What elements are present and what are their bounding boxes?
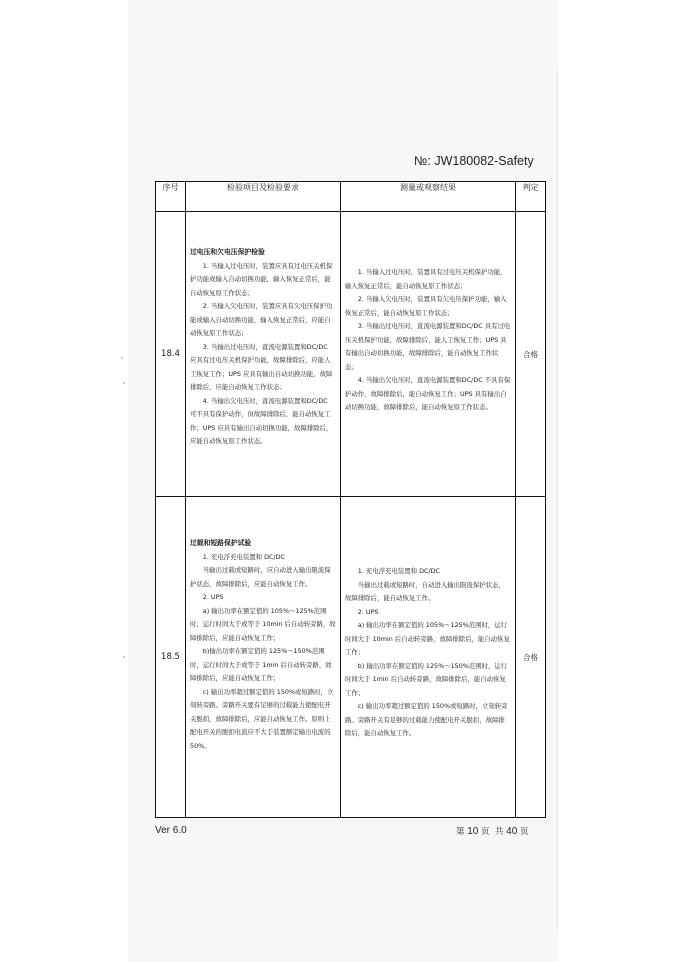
- result-cell: [341, 212, 516, 497]
- result-line: c) 输出功率超过额定值的 150%或短路时，立刻转旁路。旁路开关有足够的过载能力使配电开关脱扣，故障排除后，能自动恢复工作。: [345, 702, 508, 737]
- row-index: 18.4: [156, 212, 186, 497]
- page-prefix: 第: [456, 827, 465, 837]
- page-suffix: 页: [519, 827, 529, 837]
- header-index: 序号: [156, 182, 186, 212]
- requirement-title: 过电压和欠电压保护检验: [190, 248, 265, 256]
- requirement-cell: [186, 212, 341, 497]
- requirement-line: a) 输出功率在额定值的 105%～125%范围时，运行时间大于或等于 10min 后自动转旁路，故障排除后，应能自动恢复工作；: [190, 606, 336, 642]
- row-index: 18.5: [156, 497, 186, 818]
- result-cell: [341, 497, 516, 818]
- header-result: 测量或观察结果: [341, 182, 516, 212]
- requirement-line: 4. 当输出欠电压时，直流电源装置和DC/DC 可不具有保护动作，但故障排除后，能自动恢复工作；UPS 应具有输出自动切换功能，故障排除后，应能自动恢复原工作状态。: [190, 396, 333, 445]
- requirement-line: c) 输出功率超过额定值的 150%或短路时，立刻转旁路。旁路开关要有足够的过载能力使配电开关脱扣，故障排除后，应能自动恢复工作。原则上配电开关的脱扣电流应不大于装置额定输出电流的 50%。: [190, 687, 334, 750]
- requirement-line: b)输出功率在额定值的 125%～150%范围时，运行时间大于或等于 1min 后自动转旁路，故障排除后，应能自动恢复工作；: [190, 647, 332, 682]
- document-number: №: JW180082-Safety: [414, 154, 534, 168]
- requirement-line: 2. UPS: [202, 593, 224, 601]
- requirement-line: 当输出过载或短路时，应自动进入输出限流保护状态，故障排除后，应能自动恢复工作。: [190, 566, 331, 588]
- scan-speck: [121, 357, 123, 359]
- result-line: 2. UPS: [357, 607, 379, 616]
- requirement-line: 1. 充电浮充电装置和 DC/DC: [202, 552, 286, 561]
- page-total: 40: [506, 826, 518, 837]
- requirement-cell: [186, 497, 341, 818]
- table-row: [156, 497, 546, 818]
- table-header-row: [156, 182, 546, 212]
- result-line: 3. 当输出过电压时，直流电源装置和DC/DC 具有过电压关机保护功能，故障排除后，能人工恢复工作；UPS 具有输出自动切换功能，故障排除后，能自动恢复工作状态；: [345, 322, 511, 371]
- version-label: Ver 6.0: [155, 825, 187, 836]
- result-line: 1. 充电浮充电装置和 DC/DC: [357, 567, 441, 575]
- table-row: [156, 212, 546, 497]
- header-verdict: 判定: [516, 182, 546, 212]
- requirement-line: 1. 当输入过电压时，装置应具有过电压关机保护功能或输入自动切换功能，输入恢复正常后，能自动恢复原工作状态；: [190, 261, 333, 297]
- requirement-line: 2. 当输入欠电压时，装置应具有欠电压保护功能或输入自动切换功能，输入恢复正常后，应能自动恢复原工作状态；: [190, 302, 333, 337]
- header-requirement: 检验项目及检验要求: [186, 182, 341, 212]
- result-line: 当输出过载或短路时，自动进入输出限流保护状态，故障排除后，能自动恢复工作。: [345, 580, 505, 602]
- page-current: 10: [467, 826, 479, 837]
- requirement-title: 过载和短路保护试验: [190, 539, 252, 547]
- verdict-cell: 合格: [516, 212, 546, 497]
- result-line: 2. 当输入欠电压时，装置具有欠电压保护功能，输入恢复正常后，能自动恢复原工作状态；: [345, 295, 507, 317]
- result-line: a) 输出功率在额定值的 105%～125%范围时，运行时间大于 10min 后自动转旁路，故障排除后，能自动恢复工作；: [345, 621, 510, 656]
- scan-speck: [123, 382, 125, 384]
- result-line: 4. 当输出欠电压时，直流电源装置和DC/DC 不具有保护动作，故障排除后，能自动恢复工作；UPS 具有输出自动切换功能，故障排除后，能自动恢复原工作状态。: [345, 376, 511, 411]
- verdict-cell: 合格: [516, 497, 546, 818]
- page-counter: [456, 825, 529, 837]
- inspection-table: [155, 181, 546, 818]
- scan-speck: [123, 656, 125, 658]
- result-line: b) 输出功率在额定值的 125%～150%范围时，运行时间大于 1min 后自动转旁路，故障排除后，能自动恢复工作；: [345, 661, 508, 697]
- requirement-line: 3. 当输出过电压时，直流电源装置和DC/DC 应具有过电压关机保护功能，故障排除后，应能人工恢复工作；UPS 应具有输出自动切换功能，故障排除后，应能自动恢复工作状态；: [190, 342, 333, 391]
- page-mid: 页 共: [481, 827, 504, 837]
- result-line: 1. 当输入过电压时，装置具有过电压关机保护功能，输入恢复正常后，能自动恢复原工作状态；: [345, 268, 507, 290]
